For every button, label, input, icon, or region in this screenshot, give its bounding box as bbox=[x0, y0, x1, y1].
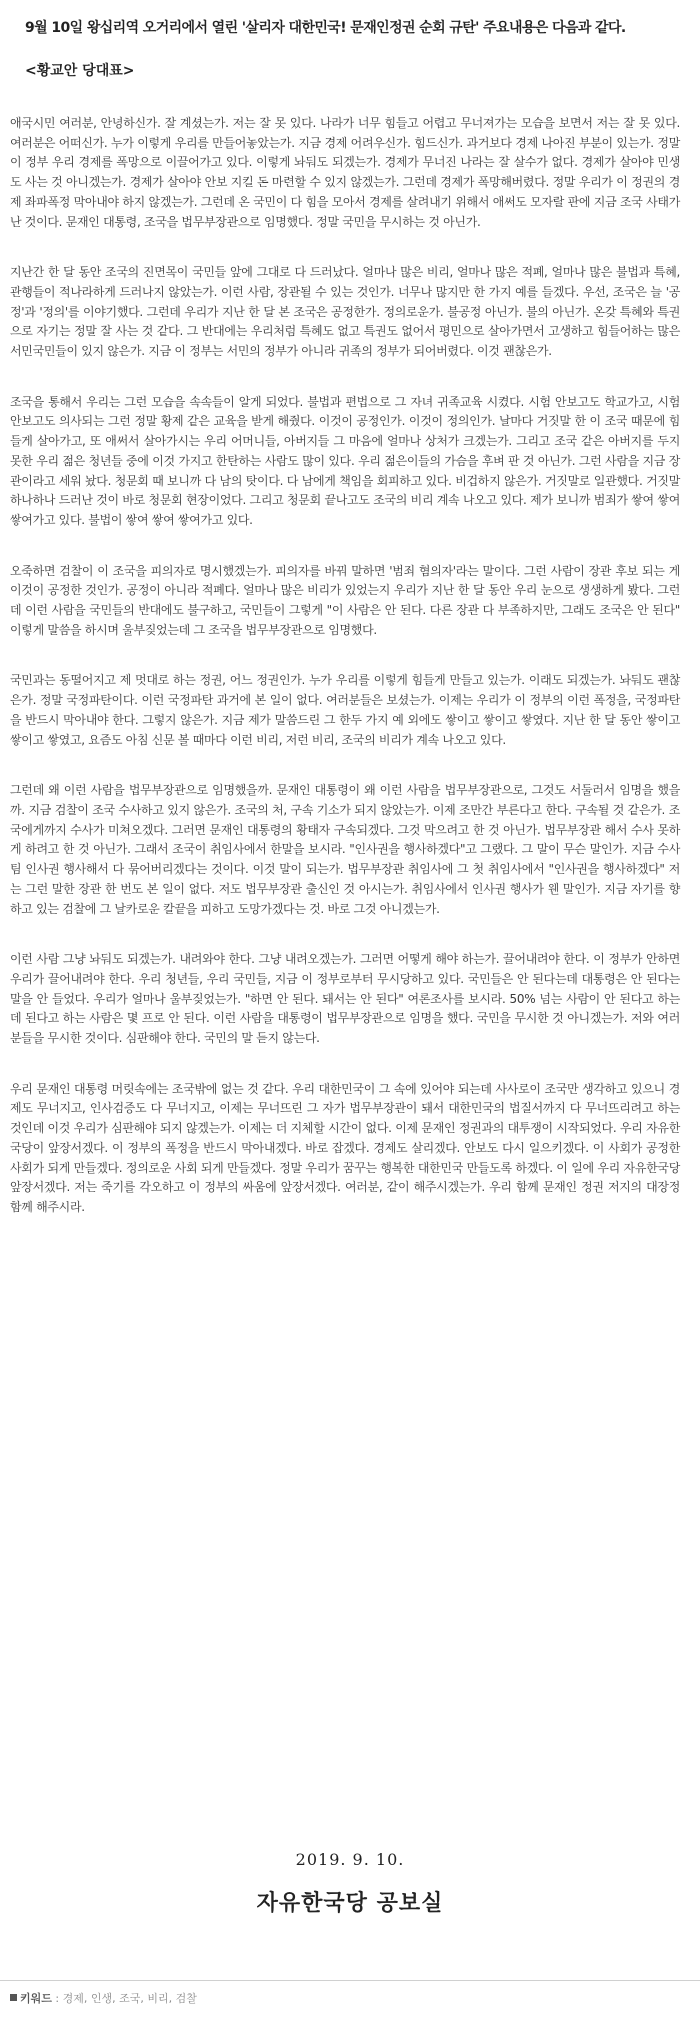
speech-body bbox=[10, 114, 680, 1249]
keywords-label: 키워드 bbox=[20, 1992, 52, 2005]
organization-name: 자유한국당 공보실 bbox=[256, 1891, 444, 1916]
release-date: 2019. 9. 10. bbox=[295, 1850, 405, 1869]
paragraph: 이런 사람 그냥 놔둬도 되겠는가. 내려와야 한다. 그냥 내려오겠는가. 그러면 어떻게 해야 하는가. 끌어내려야 한다. 이 정부가 안하면 우리가 끌어내려야 한다. 우리 청년들, 우리 국민들, 지금 이 정부로부터 무시당하고 있다. 국민들은 안 된다는데 대통령은 안 된다는 말을 안 들었다. 우리가 얼마나 울부짖었는가. "하면 안 된다. 돼서는 안 된다" 여론조사를 보시라. 50% 넘는 사람이 안 된다고 하는데 된다고 하는 사람은 몇 프로 안 된다. 이런 사람을 대통령이 법무부장관으로 임명을 했다. 국민을 무시한 것 아니겠는가. 저와 여러분들을 무시한 것이다. 심판해야 한다. 국민의 말 듣지 않는다. bbox=[10, 952, 680, 1046]
speaker-label: <황교안 당대표> bbox=[25, 63, 135, 79]
paragraph: 조국을 통해서 우리는 그런 모습을 속속들이 알게 되었다. 불법과 편법으로 그 자녀 귀족교육 시켰다. 시험 안보고도 학교가고, 시험 안보고도 의사되는 그런 정말 황제 같은 교육을 받게 해줬다. 이것이 공정인가. 이것이 정의인가. 날마다 거짓말 한 이 조국 때문에 힘들게 살아가고, 또 애써서 살아가시는 우리 어머니들, 아버지들 그 마음에 얼마나 상처가 크겠는가. 그리고 조국 같은 아버지를 두지 못한 우리 젊은 청년들 중에 이것 가지고 한탄하는 사람도 많이 있다. 우리 젊은이들의 가슴을 후벼 판 것 아닌가. 그런 사람을 지금 장관이라고 세워 놨다. 청문회 때 보니까 다 남의 탓이다. 다 남에게 책임을 회피하고 있다. 비겁하지 않은가. 거짓말로 일관했다. 거짓말 하나하나 드러난 것이 바로 청문회 현장이었다. 그리고 청문회 끝나고도 조국의 비리 계속 나오고 있다. 제가 보니까 범죄가 쌓여 쌓여 쌓여가고 있다. 불법이 쌓여 쌓여 쌓여가고 있다. bbox=[10, 394, 680, 527]
paragraph: 오죽하면 검찰이 이 조국을 피의자로 명시했겠는가. 피의자를 바꿔 말하면 '범죄 혐의자'라는 말이다. 그런 사람이 장관 후보 되는 게 이것이 공정한 것인가. 공정이 아니라 적폐다. 얼마나 많은 비리가 있었는지 우리가 지난 한 달 동안 우리 눈으로 생생하게 봤다. 그런데 이런 사람을 국민들의 반대에도 불구하고, 국민들이 그렇게 "이 사람은 안 된다. 다른 장관 다 부족하지만, 그래도 조국은 안 된다" 이렇게 말씀을 하시며 울부짖었는데 그 조국을 법무부장관으로 임명했다. bbox=[10, 563, 680, 637]
paragraph: 애국시민 여러분, 안녕하신가. 잘 계셨는가. 저는 잘 못 있다. 나라가 너무 힘들고 어렵고 무너져가는 모습을 보면서 저는 잘 못 있다. 여러분은 어떠신가. 누가 이렇게 우리를 만들어놓았는가. 지금 경제 어려우신가. 힘드신가. 과거보다 경제 나아진 부분이 있는가. 정말 이 정부 우리 경제를 폭망으로 이끌어가고 있다. 이렇게 놔둬도 되겠는가. 경제가 무너진 나라는 잘 살수가 없다. 경제가 살아야 민생도 사는 것 아니겠는가. 경제가 살아야 안보 지킬 돈 마련할 수 있지 않겠는가. 그런데 경제가 폭망해버렸다. 정말 우리가 이 정권의 경제 좌파폭정 막아내야 하지 않겠는가. 그런데 온 국민이 다 힘을 모아서 경제를 살려내기 위해서 애써도 모자랄 판에 지금 조국 사태가 난 것이다. 문재인 대통령, 조국을 법무부장관으로 임명했다. 정말 국민을 무시하는 것 아닌가. bbox=[10, 116, 680, 229]
paragraph: 그런데 왜 이런 사람을 법무부장관으로 임명했을까. 문재인 대통령이 왜 이런 사람을 법무부장관으로, 그것도 서둘러서 임명을 했을까. 지금 검찰이 조국 수사하고 있지 않은가. 조국의 처, 구속 기소가 되지 않았는가. 이제 조만간 부른다고 한다. 구속될 것 같은가. 조국에게까지 수사가 미쳐오겠다. 그러면 문재인 대통령의 황태자 구속되겠다. 그것 막으려고 한 것 아닌가. 법무부장관 해서 수사 못하게 하려고 한 것 아닌가. 그래서 조국이 취임사에서 한말을 보시라. "인사권을 행사하겠다"고 그랬다. 그 말이 무슨 말인가. 지금 수사팀 인사권 행사해서 다 묶어버리겠다는 것이다. 이것 말이 되는가. 법무부장관 취임사에 그 첫 취임사에서 "인사권을 행사하겠다" 저는 그런 말한 장관 한 번도 본 일이 없다. 저도 법무부장관 출신인 것 아시는가. 취임사에서 인사권 행사가 웬 말인가. 지금 자기를 향하고 있는 검찰에 그 날카로운 칼끝을 피하고 도망가겠다는 것. 바로 그것 아니겠는가. bbox=[10, 783, 680, 916]
keywords-row bbox=[10, 1990, 197, 2006]
square-bullet-icon bbox=[10, 1994, 17, 2001]
headline: 9월 10일 왕십리역 오거리에서 열린 '살리자 대한민국! 문재인정권 순회 규탄' 주요내용은 다음과 같다. bbox=[25, 20, 626, 36]
keywords-separator: : bbox=[51, 1992, 63, 2005]
keywords-list: 경제, 인생, 조국, 비리, 검찰 bbox=[62, 1992, 197, 2005]
paragraph: 국민과는 동떨어지고 제 멋대로 하는 정권, 어느 정권인가. 누가 우리를 이렇게 힘들게 만들고 있는가. 이래도 되겠는가. 놔둬도 괜찮은가. 정말 국정파탄이다. 이런 국정파탄 과거에 본 일이 없다. 여러분들은 보셨는가. 이제는 우리가 이 정부의 이런 폭정을, 국정파탄을 반드시 막아내야 한다. 그렇지 않은가. 지금 제가 말씀드린 그 한두 가지 예 외에도 쌓이고 쌓이고 쌓였다. 지난 한 달 동안 쌓이고 쌓이고 쌓였고, 요즘도 아침 신문 볼 때마다 이런 비리, 저런 비리, 조국의 비리가 계속 나오고 있다. bbox=[10, 673, 680, 747]
footer-divider bbox=[0, 1980, 700, 1981]
paragraph: 지난간 한 달 동안 조국의 진면목이 국민들 앞에 그대로 다 드러났다. 얼마나 많은 비리, 얼마나 많은 적폐, 얼마나 많은 불법과 특혜, 관행들이 적나라하게 드러나지 않았는가. 이런 사람, 장관될 수 있는 것인가. 너무나 많지만 한 가지 예를 들겠다. 우선, 조국은 늘 '공정'과 '정의'를 이야기했다. 그런데 우리가 지난 한 달 본 조국은 공정한가. 정의로운가. 불공정 아닌가. 불의 아닌가. 온갖 특혜와 특권으로 자기는 정말 잘 사는 것 같다. 그 반대에는 우리처럼 특혜도 없고 특권도 없어서 평민으로 살아가면서 고생하고 힘들어하는 많은 서민국민들이 있지 않은가. 지금 이 정부는 서민의 정부가 아니라 귀족의 정부가 되어버렸다. 이것 괜찮은가. bbox=[10, 265, 680, 359]
paragraph: 우리 문재인 대통령 머릿속에는 조국밖에 없는 것 같다. 우리 대한민국이 그 속에 있어야 되는데 사사로이 조국만 생각하고 있으니 경제도 무너지고, 인사검증도 다 무너지고, 이제는 무너뜨린 그 자가 법무부장관이 돼서 대한민국의 법질서까지 다 무너뜨리려고 하는 것인데 이것 우리가 심판해야 되지 않겠는가. 이제는 더 지체할 시간이 없다. 이제 문재인 정권과의 대투쟁이 시작되었다. 우리 자유한국당이 앞장서겠다. 이 정부의 폭정을 반드시 막아내겠다. 바로 잡겠다. 경제도 살리겠다. 안보도 다시 일으키겠다. 이 사회가 공정한 사회가 되게 만들겠다. 정의로운 사회 되게 만들겠다. 정말 우리가 꿈꾸는 행복한 대한민국 만들도록 하겠다. 이 일에 우리 자유한국당 앞장서겠다. 저는 죽기를 각오하고 이 정부의 싸움에 앞장서겠다. 여러분, 같이 해주시겠는가. 우리 함께 문재인 정권 저지의 대장정 함께 해주시라. bbox=[10, 1081, 680, 1214]
